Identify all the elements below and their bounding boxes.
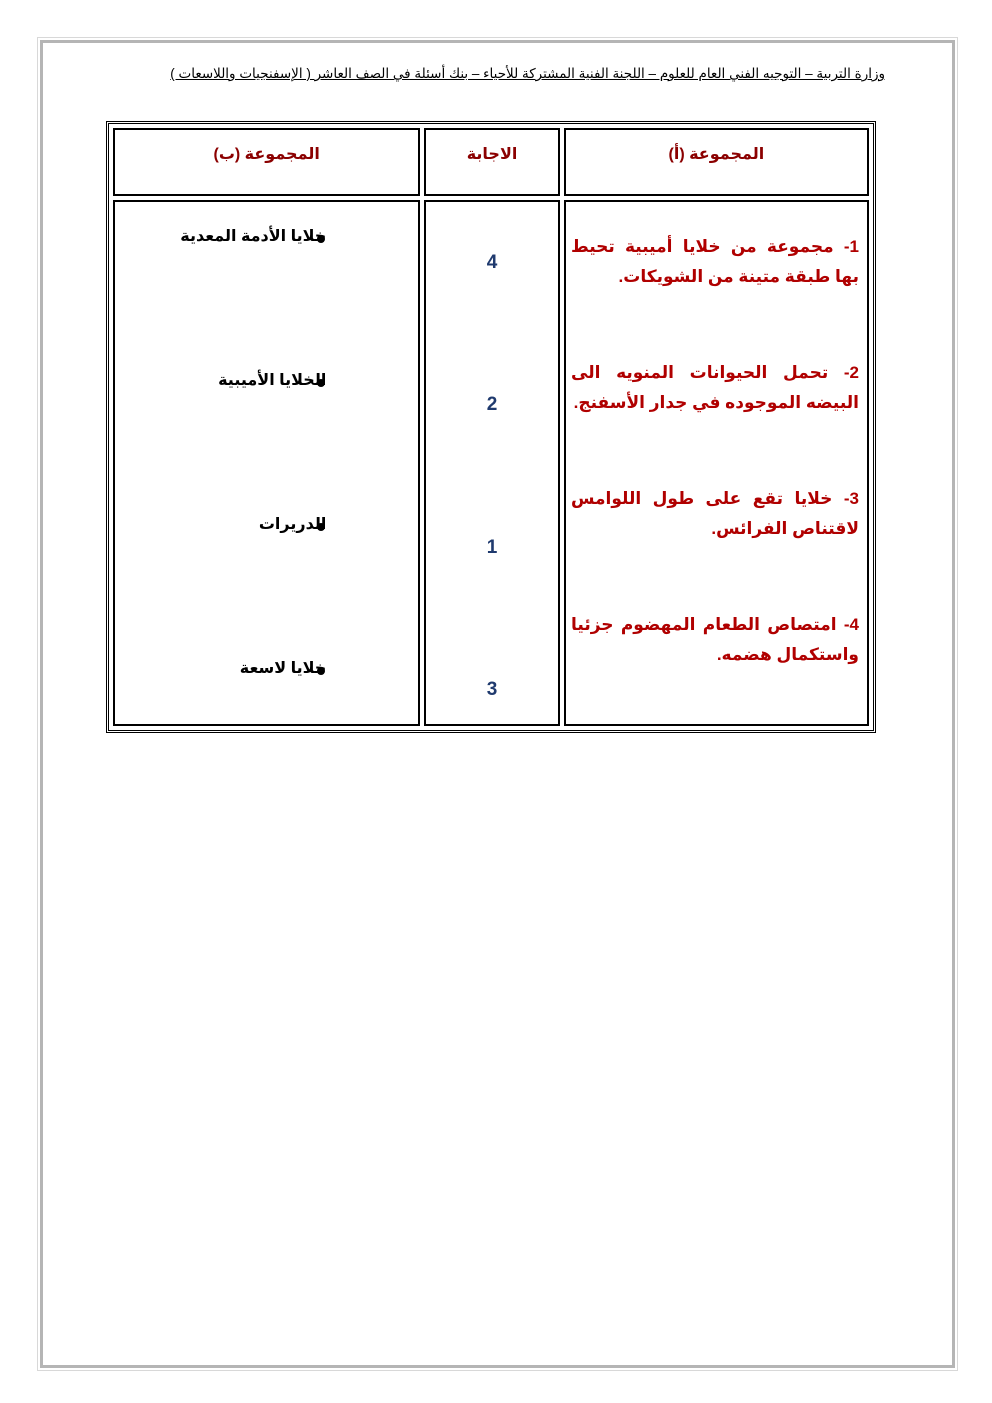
answer-value: 4 bbox=[486, 252, 498, 273]
header-group-a: المجموعة (أ) bbox=[564, 128, 869, 196]
question-item: 4- امتصاص الطعام المهضوم جزئيا واستكمال هضمه. bbox=[571, 615, 859, 664]
answer-value: 3 bbox=[486, 679, 498, 700]
question-item: 1- مجموعة من خلايا أميبية تحيط بها طبقة متينة من الشويكات. bbox=[571, 237, 859, 286]
answer-value: 2 bbox=[486, 394, 498, 415]
header-group-b: المجموعة (ب) bbox=[113, 128, 420, 196]
matching-table bbox=[106, 121, 876, 733]
answer-value: 1 bbox=[486, 537, 498, 558]
question-item: 2- تحمل الحيوانات المنويه الى البيضه الموجوده في جدار الأسفنج. bbox=[571, 363, 859, 412]
option-item: خلايا لاسعة bbox=[239, 660, 327, 677]
option-item: الخلايا الأميبية bbox=[218, 372, 327, 389]
table-header-row bbox=[113, 128, 869, 196]
header-answer: الاجابة bbox=[424, 128, 559, 196]
page-header: وزارة التربية – التوجيه الفني العام للعلوم – اللجنة الفنية المشتركة للأحياء – بنك أسئلة في الصف العاشر ( الإسفنجيات واللاسعات ) bbox=[170, 66, 885, 81]
group-b-cell bbox=[113, 200, 420, 726]
option-item: الدريرات bbox=[258, 516, 327, 533]
table-body-row bbox=[113, 200, 869, 726]
group-a-cell bbox=[564, 200, 869, 726]
question-item: 3- خلايا تقع على طول اللوامس لاقتناص الفرائس. bbox=[571, 489, 859, 538]
answer-cell bbox=[424, 200, 559, 726]
option-item: خلايا الأدمة المعدية bbox=[180, 228, 327, 245]
